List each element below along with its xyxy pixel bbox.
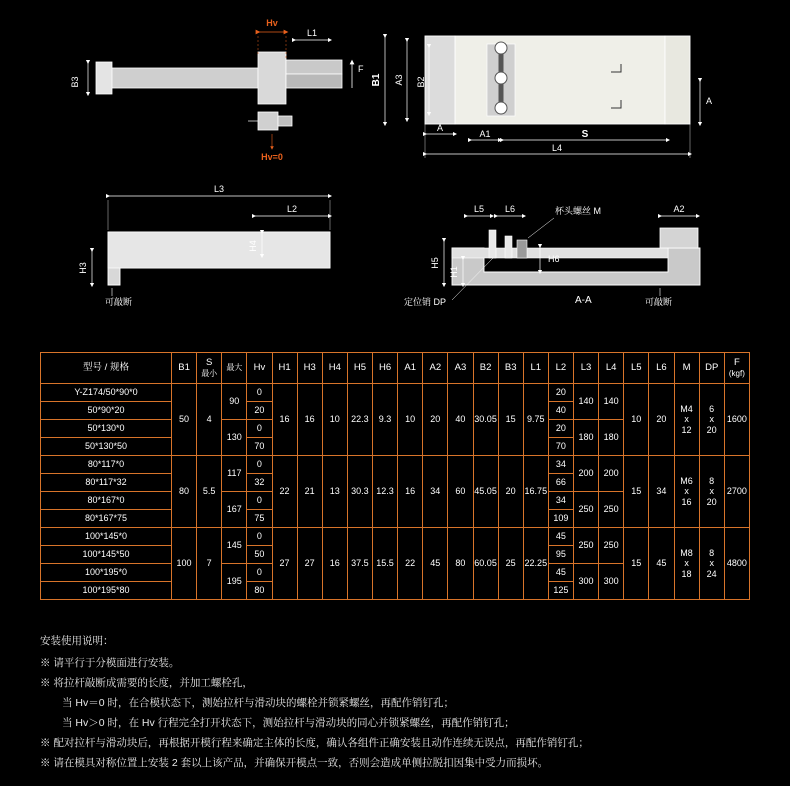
- svg-text:可敲断: 可敲断: [105, 297, 133, 307]
- drawing-svg: [0, 0, 790, 340]
- table-cell: 75: [247, 510, 272, 528]
- col-header: A1: [398, 353, 423, 384]
- table-row[interactable]: [41, 528, 750, 546]
- note-line: 当 Hv＞0 时，在 Hv 行程完全打开状态下，测始拉杆与滑动块的同心并锁紧螺丝，再配作销钉孔；: [62, 716, 515, 729]
- table-cell: 20: [548, 384, 573, 402]
- table-cell: 167: [222, 492, 247, 528]
- svg-text:定位销 DP: 定位销 DP: [404, 297, 447, 307]
- table-cell: 90: [222, 384, 247, 420]
- note-line: ※ 将拉杆敲断成需要的长度，并加工螺栓孔，: [40, 676, 253, 689]
- svg-text:S: S: [581, 129, 589, 140]
- table-cell: 45: [548, 564, 573, 582]
- spec-table-wrap: [40, 352, 750, 600]
- table-cell: 100: [172, 528, 197, 600]
- col-header: F (kgf): [724, 353, 749, 384]
- table-cell: 16.75: [523, 456, 548, 528]
- svg-text:可敲断: 可敲断: [645, 297, 673, 307]
- table-cell: 0: [247, 528, 272, 546]
- table-cell: 15: [624, 528, 649, 600]
- svg-text:B3: B3: [70, 76, 80, 88]
- model-cell: 80*167*0: [41, 492, 172, 510]
- table-cell: 60.05: [473, 528, 498, 600]
- table-cell: 0: [247, 564, 272, 582]
- model-cell: 50*130*0: [41, 420, 172, 438]
- table-cell: 0: [247, 420, 272, 438]
- table-cell: 200: [574, 456, 599, 492]
- table-cell: 0: [247, 456, 272, 474]
- col-header: Hv: [247, 353, 272, 384]
- table-cell: 45.05: [473, 456, 498, 528]
- model-cell: Y-Z174/50*90*0: [41, 384, 172, 402]
- table-cell: 37.5: [347, 528, 372, 600]
- table-row[interactable]: [41, 456, 750, 474]
- table-cell: 117: [222, 456, 247, 492]
- table-cell: 22.25: [523, 528, 548, 600]
- col-header: L5: [624, 353, 649, 384]
- table-cell: 300: [599, 564, 624, 600]
- table-cell: 45: [548, 528, 573, 546]
- table-cell: 22: [398, 528, 423, 600]
- drawing-top-right: [371, 36, 712, 158]
- svg-text:A: A: [706, 96, 713, 106]
- table-cell: 34: [548, 492, 573, 510]
- model-cell: 80*117*32: [41, 474, 172, 492]
- table-cell: 200: [599, 456, 624, 492]
- col-header: L6: [649, 353, 674, 384]
- model-cell: 80*117*0: [41, 456, 172, 474]
- svg-text:L5: L5: [473, 204, 485, 214]
- col-header: H4: [322, 353, 347, 384]
- table-cell: 10: [398, 384, 423, 456]
- table-cell: 250: [574, 492, 599, 528]
- table-cell: 16: [297, 384, 322, 456]
- model-cell: 80*167*75: [41, 510, 172, 528]
- table-cell: 22: [272, 456, 297, 528]
- table-cell: 0: [247, 384, 272, 402]
- table-cell: 250: [599, 492, 624, 528]
- table-cell: 21: [297, 456, 322, 528]
- table-cell: 40: [548, 402, 573, 420]
- svg-text:B1: B1: [371, 73, 382, 87]
- col-header: L2: [548, 353, 573, 384]
- table-cell: 34: [423, 456, 448, 528]
- installation-notes: [40, 632, 760, 774]
- table-cell: 60: [448, 456, 473, 528]
- table-cell: 10: [624, 384, 649, 456]
- col-header: B2: [473, 353, 498, 384]
- svg-text:Hv: Hv: [266, 18, 278, 28]
- svg-text:L4: L4: [551, 143, 563, 153]
- col-header: L3: [574, 353, 599, 384]
- table-cell: 140: [599, 384, 624, 420]
- table-cell: 20: [649, 384, 674, 456]
- svg-text:L1: L1: [306, 28, 318, 38]
- table-cell: 22.3: [347, 384, 372, 456]
- col-header: DP: [699, 353, 724, 384]
- col-header: 型号 / 规格: [41, 353, 172, 384]
- table-cell: 30.05: [473, 384, 498, 456]
- table-cell: 16: [398, 456, 423, 528]
- screw-cell: M4 x 12: [674, 384, 699, 456]
- col-header: H6: [373, 353, 398, 384]
- col-header: B1: [172, 353, 197, 384]
- table-cell: 5.5: [197, 456, 222, 528]
- spec-table: [40, 352, 750, 600]
- svg-text:A1: A1: [479, 129, 491, 139]
- dowel-cell: 6 x 20: [699, 384, 724, 456]
- svg-text:L2: L2: [286, 204, 298, 214]
- notes-title: 安装使用说明：: [40, 635, 114, 647]
- table-cell: 195: [222, 564, 247, 600]
- note-line: ※ 配对拉杆与滑动块后，再根据开模行程来确定主体的长度，确认各组件正确安装且动作连续无误点，再配作销钉孔；: [40, 736, 589, 749]
- svg-text:H1: H1: [449, 266, 459, 278]
- table-cell: 20: [423, 384, 448, 456]
- col-header: B3: [498, 353, 523, 384]
- col-header: H3: [297, 353, 322, 384]
- table-cell: 50: [172, 384, 197, 456]
- col-header: M: [674, 353, 699, 384]
- table-cell: 20: [498, 456, 523, 528]
- model-cell: 100*145*50: [41, 546, 172, 564]
- drawing-top-left: [70, 18, 364, 162]
- svg-text:L6: L6: [504, 204, 516, 214]
- model-cell: 100*145*0: [41, 528, 172, 546]
- col-header: A2: [423, 353, 448, 384]
- table-cell: 45: [649, 528, 674, 600]
- table-cell: 34: [548, 456, 573, 474]
- table-cell: 7: [197, 528, 222, 600]
- model-cell: 100*195*0: [41, 564, 172, 582]
- col-header: L1: [523, 353, 548, 384]
- table-cell: 20: [247, 402, 272, 420]
- table-cell: 15: [498, 384, 523, 456]
- svg-text:H4: H4: [248, 240, 258, 252]
- col-header: H5: [347, 353, 372, 384]
- table-cell: 95: [548, 546, 573, 564]
- table-cell: 4: [197, 384, 222, 456]
- table-cell: 130: [222, 420, 247, 456]
- table-cell: 1600: [724, 384, 749, 456]
- table-cell: 66: [548, 474, 573, 492]
- svg-text:A: A: [436, 123, 444, 133]
- svg-text:L3: L3: [213, 184, 225, 194]
- dowel-cell: 8 x 24: [699, 528, 724, 600]
- note-line: 当 Hv＝0 时，在合模状态下，测始拉杆与滑动块的螺栓并锁紧螺丝，再配作销钉孔；: [62, 696, 455, 709]
- col-header: L4: [599, 353, 624, 384]
- table-cell: 25: [498, 528, 523, 600]
- table-cell: 16: [322, 528, 347, 600]
- table-cell: 27: [272, 528, 297, 600]
- table-cell: 70: [548, 438, 573, 456]
- model-cell: 100*195*80: [41, 582, 172, 600]
- note-line: ※ 请在模具对称位置上安装 2 套以上该产品，并确保开模点一致，否则会造成单侧拉脱扣因集中受力而损坏。: [40, 756, 549, 769]
- table-cell: 10: [322, 384, 347, 456]
- table-cell: 9.75: [523, 384, 548, 456]
- note-line: ※ 请平行于分模面进行安装。: [40, 656, 180, 669]
- table-cell: 13: [322, 456, 347, 528]
- table-cell: 40: [448, 384, 473, 456]
- col-header: 最大: [222, 353, 247, 384]
- table-cell: 250: [574, 528, 599, 564]
- svg-text:F: F: [358, 64, 364, 74]
- drawing-mid-left: [78, 184, 330, 307]
- svg-text:H5: H5: [430, 257, 440, 269]
- svg-text:A3: A3: [394, 74, 404, 86]
- col-header: A3: [448, 353, 473, 384]
- table-cell: 27: [297, 528, 322, 600]
- table-cell: 20: [548, 420, 573, 438]
- table-cell: 300: [574, 564, 599, 600]
- notes-lines: [40, 654, 760, 774]
- table-cell: 45: [423, 528, 448, 600]
- table-cell: 50: [247, 546, 272, 564]
- table-cell: 180: [574, 420, 599, 456]
- table-header-row: [41, 353, 750, 384]
- table-cell: 15: [624, 456, 649, 528]
- svg-text:A2: A2: [673, 204, 685, 214]
- table-cell: 180: [599, 420, 624, 456]
- svg-text:H6: H6: [548, 254, 560, 264]
- table-cell: 145: [222, 528, 247, 564]
- table-cell: 80: [247, 582, 272, 600]
- table-cell: 0: [247, 492, 272, 510]
- technical-drawings: [0, 0, 790, 330]
- table-cell: 4800: [724, 528, 749, 600]
- table-cell: 80: [448, 528, 473, 600]
- table-row[interactable]: [41, 384, 750, 402]
- table-cell: 12.3: [373, 456, 398, 528]
- drawing-section-aa: [404, 204, 700, 307]
- svg-text:杯头螺丝 M: 杯头螺丝 M: [555, 206, 601, 216]
- table-cell: 2700: [724, 456, 749, 528]
- table-cell: 30.3: [347, 456, 372, 528]
- table-cell: 70: [247, 438, 272, 456]
- model-cell: 50*130*50: [41, 438, 172, 456]
- model-cell: 50*90*20: [41, 402, 172, 420]
- col-header: S 最小: [197, 353, 222, 384]
- table-cell: 80: [172, 456, 197, 528]
- screw-cell: M8 x 18: [674, 528, 699, 600]
- table-cell: 16: [272, 384, 297, 456]
- col-header: H1: [272, 353, 297, 384]
- table-cell: 109: [548, 510, 573, 528]
- table-cell: 15.5: [373, 528, 398, 600]
- table-cell: 250: [599, 528, 624, 564]
- table-cell: 140: [574, 384, 599, 420]
- screw-cell: M6 x 16: [674, 456, 699, 528]
- table-cell: 34: [649, 456, 674, 528]
- table-cell: 9.3: [373, 384, 398, 456]
- table-cell: 125: [548, 582, 573, 600]
- svg-text:A-A: A-A: [575, 295, 592, 306]
- svg-text:Hv=0: Hv=0: [261, 152, 283, 162]
- table-cell: 32: [247, 474, 272, 492]
- dowel-cell: 8 x 20: [699, 456, 724, 528]
- svg-text:H3: H3: [78, 262, 88, 274]
- svg-text:B2: B2: [416, 76, 426, 88]
